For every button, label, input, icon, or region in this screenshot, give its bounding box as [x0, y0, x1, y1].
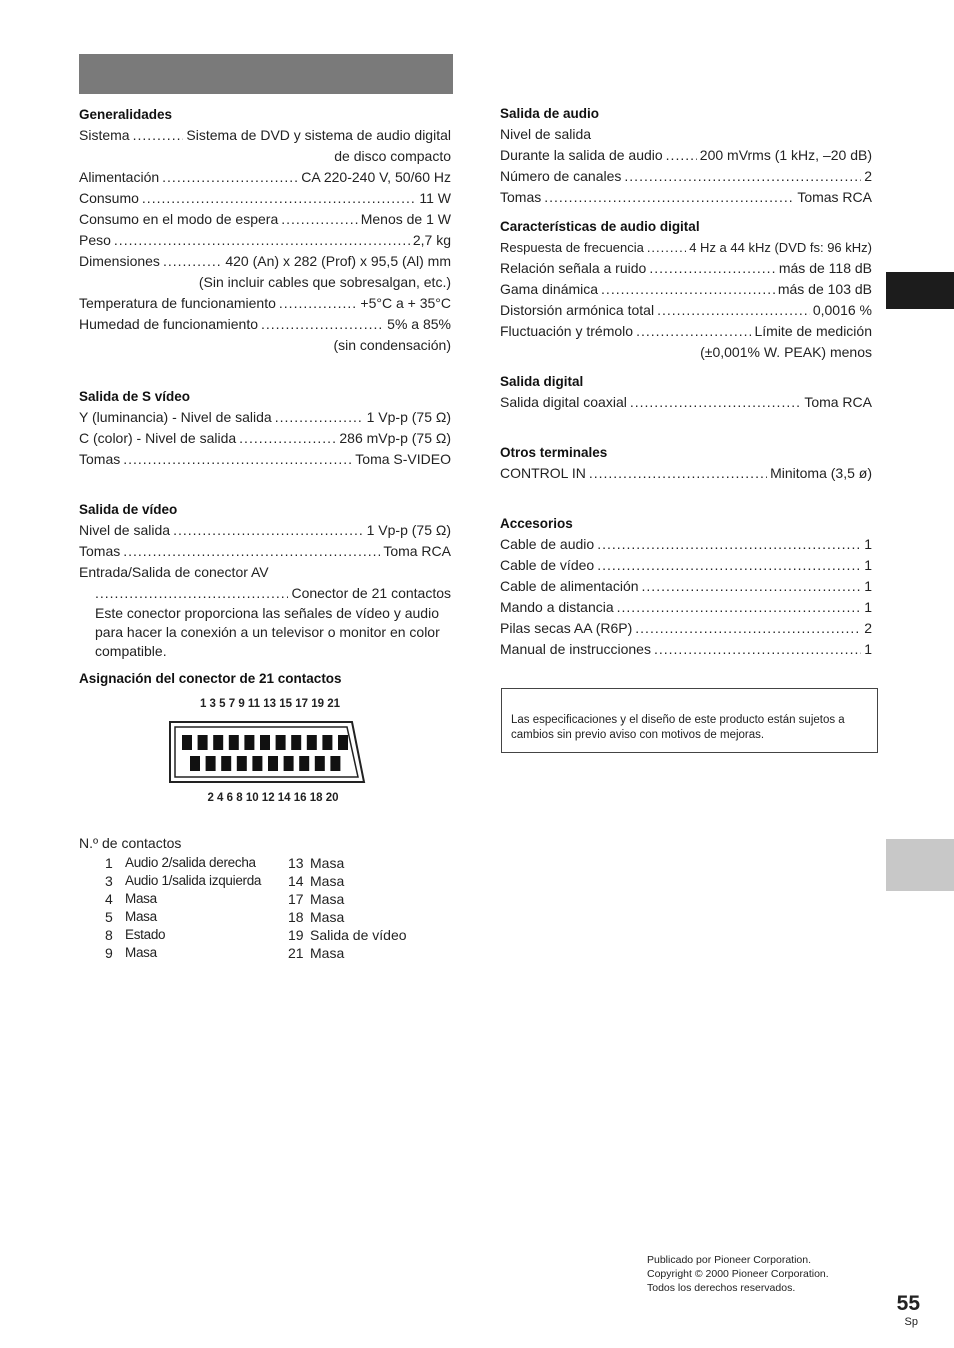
- pin-function: Audio 2/salida derecha: [125, 855, 256, 870]
- section-title: Asignación del conector de 21 contactos: [79, 671, 342, 686]
- scart-pin: [260, 735, 270, 750]
- scart-pin: [221, 756, 231, 771]
- scart-pin: [268, 756, 278, 771]
- section-tab-marker: [886, 839, 954, 891]
- pin-number: 19: [288, 927, 304, 943]
- scart-pin: [198, 735, 208, 750]
- spec-row: Respuesta de frecuencia ..... 4 Hz a 44 kHz (DVD fs: 96 kHz): [500, 237, 872, 258]
- pin-function: Salida de vídeo: [310, 927, 407, 943]
- scart-pin: [299, 756, 309, 771]
- spec-row: Durante la salida de audio ..... 200 mVrms (1 kHz, –20 dB): [500, 145, 872, 166]
- scart-pin: [307, 735, 317, 750]
- scart-pin: [252, 756, 262, 771]
- pin-function: Audio 1/salida izquierda: [125, 873, 262, 888]
- spec-row: Temperatura de funcionamiento ..... +5°C a + 35°C: [79, 293, 451, 314]
- pin-number: 1: [105, 855, 113, 871]
- spec-row: Tomas ..... Tomas RCA: [500, 187, 872, 208]
- pin-function: Masa: [310, 945, 345, 961]
- pin-row: [79, 944, 407, 962]
- bottom-pin-numbers: 2 4 6 8 10 12 14 16 18 20: [207, 792, 339, 804]
- scart-pin: [213, 735, 223, 750]
- section-header-bar: [79, 54, 453, 94]
- digital-audio-section: [500, 216, 872, 363]
- right-column: [500, 103, 872, 660]
- spec-continuation: (±0,001% W. PEAK) menos: [700, 344, 872, 360]
- pin-number: 5: [105, 909, 113, 925]
- accessories-section: [500, 513, 872, 660]
- scart-pin: [330, 756, 340, 771]
- scart-pin: [206, 756, 216, 771]
- spec-row: Sistema ..... Sistema de DVD y sistema de audio digital: [79, 125, 451, 146]
- scart-pin: [244, 735, 254, 750]
- pin-function: Masa: [125, 909, 157, 924]
- accessory-row: Cable de audio ..... 1: [500, 534, 872, 555]
- pin-row: [79, 854, 407, 872]
- spec-row: Salida digital coaxial ..... Toma RCA: [500, 392, 872, 413]
- spec-row: Nivel de salida ..... 1 Vp-p (75 Ω): [79, 520, 451, 541]
- scart-pin: [284, 756, 294, 771]
- pin-row: [79, 908, 407, 926]
- accessory-row: Cable de vídeo ..... 1: [500, 555, 872, 576]
- pin-number: 13: [288, 855, 304, 871]
- accessory-row: Manual de instrucciones ..... 1: [500, 639, 872, 660]
- pin-number: 21: [288, 945, 304, 961]
- page-number: 55: [896, 1292, 920, 1315]
- video-section: [79, 499, 451, 661]
- language-code: Sp: [904, 1316, 918, 1328]
- copyright-line: Copyright © 2000 Pioneer Corporation.: [647, 1268, 829, 1280]
- spec-row: Tomas ..... Toma S-VIDEO: [79, 449, 451, 470]
- scart-pin: [315, 756, 325, 771]
- pin-number: 9: [105, 945, 113, 961]
- spec-continuation: de disco compacto: [334, 148, 451, 164]
- scart-pin: [229, 735, 239, 750]
- spec-row: Tomas ..... Toma RCA: [79, 541, 451, 562]
- scart-pin: [237, 756, 247, 771]
- section-title: Características de audio digital: [500, 219, 700, 234]
- pin-function: Masa: [125, 945, 157, 960]
- scart-top-pins: [182, 735, 348, 750]
- spec-row: C (color) - Nivel de salida ..... 286 mVp-p (75 Ω): [79, 428, 451, 449]
- pin-function: Masa: [125, 891, 157, 906]
- scart-connector-diagram: [166, 716, 368, 790]
- publisher-line: Publicado por Pioneer Corporation.: [647, 1254, 812, 1266]
- pin-number: 14: [288, 873, 304, 889]
- svideo-section: [79, 386, 451, 470]
- spec-row: Distorsión armónica total ..... 0,0016 %: [500, 300, 872, 321]
- scart-bottom-pins: [190, 756, 340, 771]
- pin-function: Masa: [310, 855, 345, 871]
- pin-function: Masa: [310, 891, 345, 907]
- audio-section: [500, 103, 872, 208]
- av-connector-label: Entrada/Salida de conector AV: [79, 564, 269, 580]
- pin-number: 4: [105, 891, 113, 907]
- scart-pin: [338, 735, 348, 750]
- pin-number: 3: [105, 873, 113, 889]
- contacts-label: N.º de contactos: [79, 835, 182, 851]
- spec-row: Humedad de funcionamiento ..... 5% a 85%: [79, 314, 451, 335]
- spec-continuation: (Sin incluir cables que sobresalgan, etc.): [198, 274, 451, 290]
- pin-number: 18: [288, 909, 304, 925]
- av-connector-description: Este conector proporciona las señales de vídeo y audio para hacer la conexión a un televisor o monitor en color compatible.: [95, 605, 440, 659]
- pin-row: [79, 890, 407, 908]
- spec-row: Número de canales ..... 2: [500, 166, 872, 187]
- pin-list: [79, 833, 459, 962]
- pin-row: [79, 926, 407, 944]
- spec-row: Dimensiones ..... 420 (An) x 282 (Prof) x 95,5 (Al) mm: [79, 251, 451, 272]
- spec-continuation: (sin condensación): [333, 337, 451, 353]
- pin-table: [79, 854, 407, 962]
- scart-outer-outline: [170, 722, 364, 782]
- spec-row: Alimentación ..... CA 220-240 V, 50/60 Hz: [79, 167, 451, 188]
- spec-row: Y (luminancia) - Nivel de salida ..... 1 Vp-p (75 Ω): [79, 407, 451, 428]
- section-title: Salida de S vídeo: [79, 389, 191, 404]
- spec-row: Consumo ..... 11 W: [79, 188, 451, 209]
- spec-row: Gama dinámica ..... más de 103 dB: [500, 279, 872, 300]
- pin-number: 17: [288, 891, 304, 907]
- section-title: Otros terminales: [500, 445, 608, 460]
- scart-pin: [276, 735, 286, 750]
- scart-pin: [190, 756, 200, 771]
- section-title: Accesorios: [500, 516, 573, 531]
- language-tab-marker: [886, 272, 954, 309]
- other-terminals-section: [500, 442, 872, 484]
- pin-function: Masa: [310, 909, 345, 925]
- spec-row: Relación señala a ruido ..... más de 118 dB: [500, 258, 872, 279]
- specifications-notice-box: [501, 688, 878, 753]
- pin-function: Masa: [310, 873, 345, 889]
- spec-row: Consumo en el modo de espera ..... Menos de 1 W: [79, 209, 451, 230]
- digital-output-section: [500, 371, 872, 413]
- spec-row: CONTROL IN ..... Minitoma (3,5 ø): [500, 463, 872, 484]
- spec-row: Fluctuación y trémolo ..... Límite de medición: [500, 321, 872, 342]
- top-pin-numbers: 1 3 5 7 9 11 13 15 17 19 21: [199, 698, 341, 710]
- publisher-info: [647, 1253, 887, 1295]
- section-title: Salida de vídeo: [79, 502, 178, 517]
- rights-line: Todos los derechos reservados.: [647, 1282, 796, 1294]
- pin-assignment-section: [79, 668, 451, 689]
- left-column: [79, 104, 451, 689]
- spec-row: ..... Conector de 21 contactos: [79, 583, 451, 604]
- spec-row: Peso ..... 2,7 kg: [79, 230, 451, 251]
- pin-function: Estado: [125, 927, 166, 942]
- output-level-label: Nivel de salida: [500, 126, 592, 142]
- accessory-row: Mando a distancia ..... 1: [500, 597, 872, 618]
- notice-text: Las especificaciones y el diseño de este producto están sujetos a cambios sin previo aviso con motivos de mejoras.: [511, 714, 845, 741]
- section-title: Salida digital: [500, 374, 584, 389]
- scart-pin: [291, 735, 301, 750]
- section-title: Salida de audio: [500, 106, 600, 121]
- section-title: Generalidades: [79, 107, 173, 122]
- pin-number: 8: [105, 927, 113, 943]
- accessory-row: Pilas secas AA (R6P) ..... 2: [500, 618, 872, 639]
- scart-pin: [182, 735, 192, 750]
- pin-row: [79, 872, 407, 890]
- accessory-row: Cable de alimentación ..... 1: [500, 576, 872, 597]
- scart-pin: [322, 735, 332, 750]
- generalidades-section: [79, 104, 451, 356]
